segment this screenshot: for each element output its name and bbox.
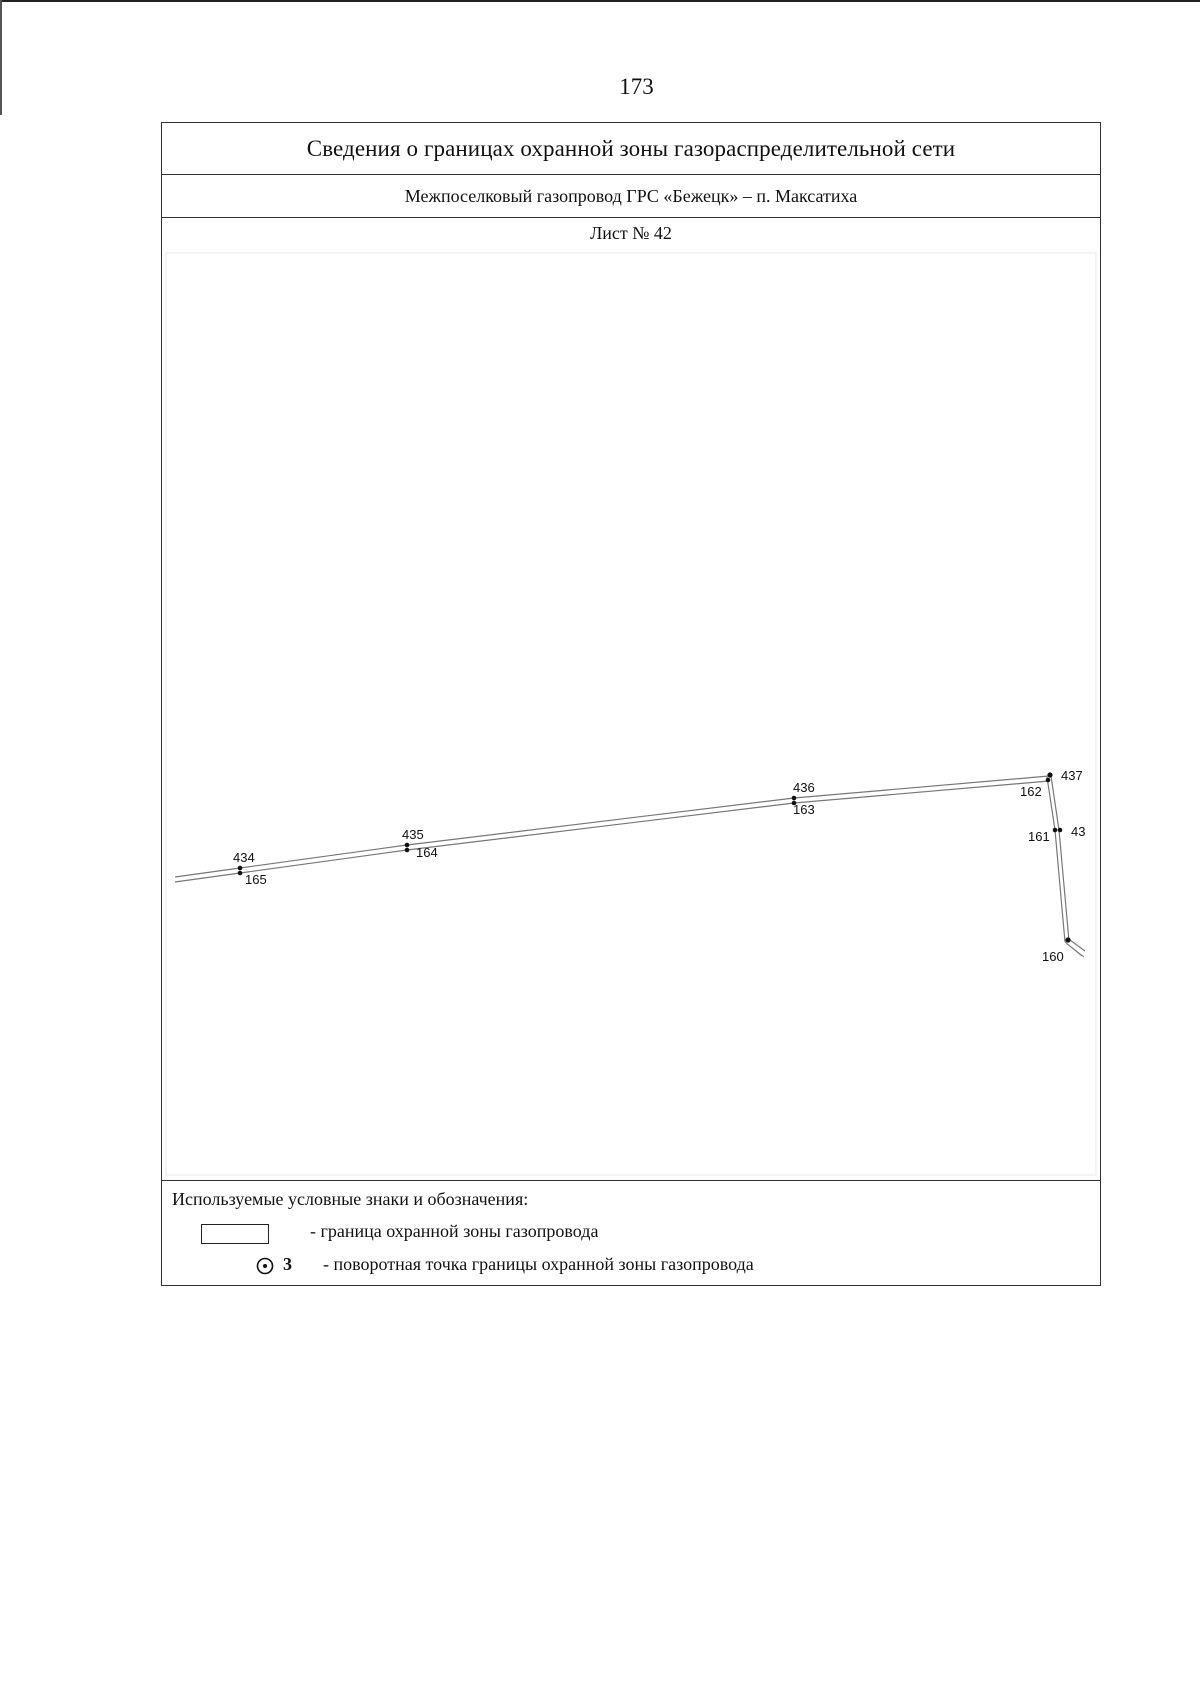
map-area: [162, 248, 1100, 1180]
turning-point-symbol-code: 3: [283, 1254, 292, 1274]
scan-top-edge: [0, 0, 1200, 2]
label-162: 162: [1020, 784, 1042, 799]
turning-point-symbol-icon: [254, 1255, 284, 1277]
branch-continuation-line-b: [1070, 940, 1085, 951]
turning-point-164: [405, 848, 410, 853]
label-165: 165: [245, 872, 267, 887]
label-43x: 43: [1071, 824, 1086, 839]
turning-point-43x: [1058, 828, 1063, 833]
label-437: 437: [1061, 768, 1083, 783]
legend-title: Используемые условные знаки и обозначения:: [172, 1189, 529, 1209]
document-title: Сведения о границах охранной зоны газораспределительной сети: [162, 123, 1100, 175]
turning-point-161: [1053, 828, 1058, 833]
point-labels: [233, 768, 1085, 964]
turning-point-437: [1047, 772, 1052, 777]
branch-continuation-line-a: [1067, 944, 1084, 957]
turning-point-434: [238, 866, 243, 871]
page-number: 173: [619, 74, 654, 99]
branch-boundary-west: [1047, 777, 1065, 942]
map-inner-frame: [166, 253, 1096, 1175]
turning-point-160: [1065, 937, 1070, 942]
branch-boundary-east: [1051, 776, 1069, 941]
label-161: 161: [1028, 829, 1050, 844]
zone-boundary-description: - граница охранной зоны газопровода: [310, 1221, 599, 1241]
zone-boundary-south: [175, 781, 1049, 882]
turning-point-165: [238, 871, 243, 876]
sheet-number: Лист № 42: [590, 223, 672, 243]
label-160: 160: [1042, 949, 1064, 964]
legend: [162, 1180, 1100, 1285]
document-frame: [161, 122, 1101, 1286]
label-164: 164: [416, 845, 438, 860]
label-436: 436: [793, 780, 815, 795]
zone-map: [162, 248, 1099, 1180]
label-435: 435: [402, 827, 424, 842]
zone-boundary-symbol: [201, 1224, 269, 1244]
zone-boundary-north: [175, 776, 1049, 877]
label-434: 434: [233, 850, 255, 865]
turning-point-162: [1046, 778, 1051, 783]
document-subtitle: Межпоселковый газопровод ГРС «Бежецк» – п. Максатиха: [162, 175, 1100, 218]
turning-point-description: - поворотная точка границы охранной зоны газопровода: [323, 1254, 754, 1274]
turning-point-435: [405, 843, 410, 848]
turning-point-436: [792, 796, 797, 801]
label-163: 163: [793, 802, 815, 817]
turning-points: [238, 772, 1071, 942]
